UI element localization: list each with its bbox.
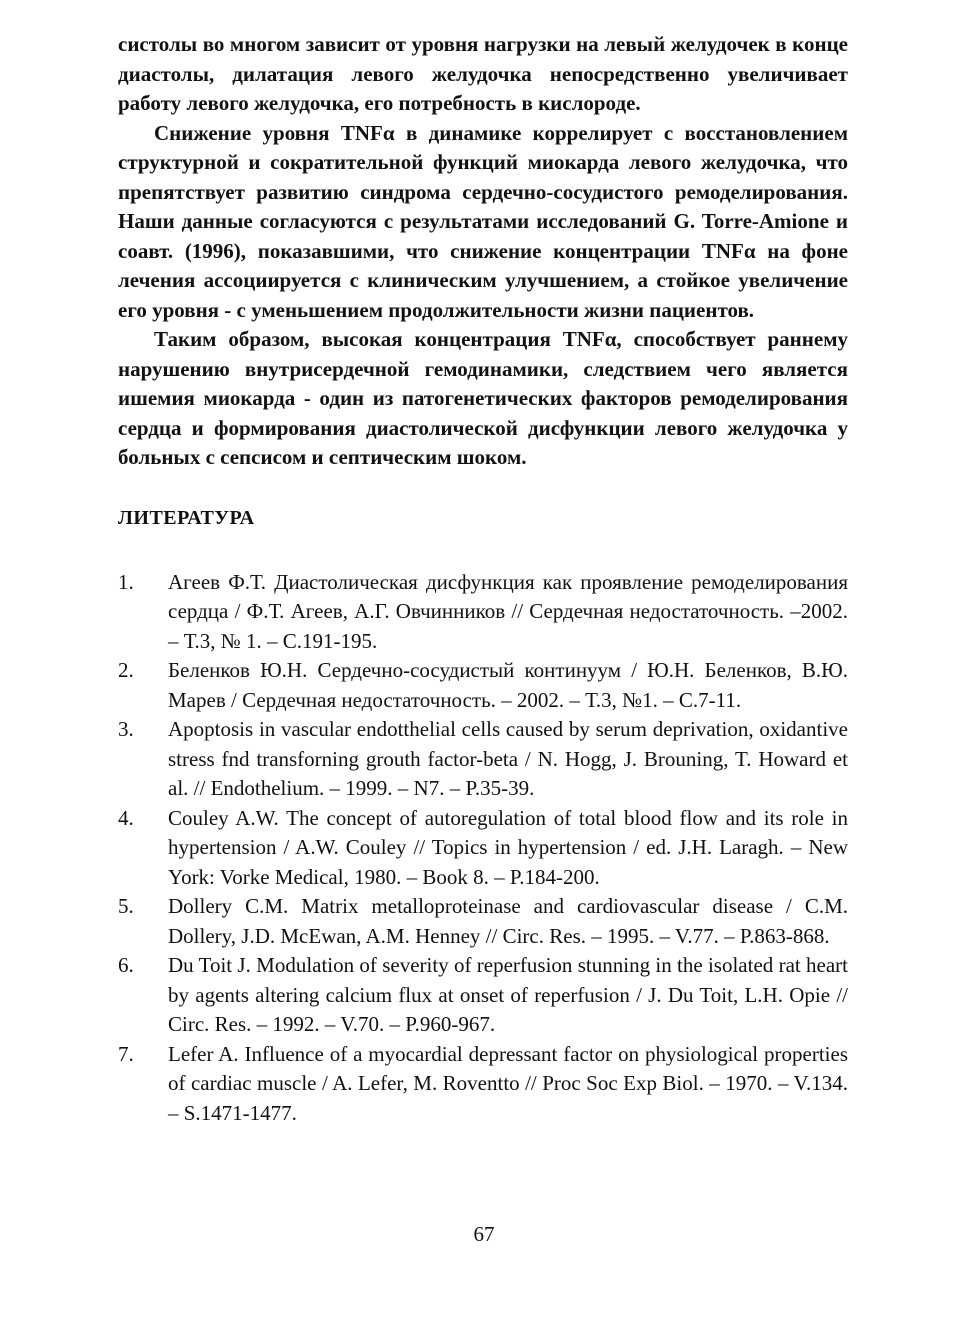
- page-number: 67: [473, 1222, 495, 1246]
- body-paragraph-1: систолы во многом зависит от уровня нагрузки на левый желудочек в конце диастолы, дилатация левого желудочка непосредственно увеличивает работу левого желудочка, его потребность в кислороде.: [118, 32, 848, 115]
- reference-item-2: [118, 656, 848, 715]
- reference-number: 7.: [118, 1041, 134, 1066]
- reference-item-3: [118, 715, 848, 804]
- reference-item-4: [118, 804, 848, 893]
- reference-text: Dollery C.M. Matrix metalloproteinase and cardiovascular disease / C.M. Dollery, J.D. McEwan, A.M. Henney // Circ. Res. – 1995. – V.77. – P.863-868.: [168, 894, 848, 948]
- reference-number: 5.: [118, 894, 134, 918]
- reference-item-7: [118, 1040, 848, 1129]
- reference-number: 3.: [118, 717, 134, 741]
- body-paragraph-2: Снижение уровня TNFα в динамике коррелирует с восстановлением структурной и сократительной функций миокарда левого желудочка, что препятствует развитию синдрома сердечно-сосудистого ремоделирования. Наши данные согласуются с результатами исследований G. Torre-Amione и соавт. (1996), показавшими, что снижение концентрации TNFα на фоне лечения ассоциируется с клиническим улучшением, а стойкое увеличение его уровня - с уменьшением продолжительности жизни пациентов.: [118, 120, 848, 322]
- references-heading: ЛИТЕРАТУРА: [118, 506, 255, 529]
- reference-text: Беленков Ю.Н. Сердечно-сосудистый континуум / Ю.Н. Беленков, В.Ю. Марев / Сердечная недостаточность. – 2002. – Т.3, №1. – С.7-11.: [168, 658, 848, 712]
- reference-item-6: [118, 951, 848, 1040]
- document-page: [118, 30, 848, 1128]
- reference-text: Du Toit J. Modulation of severity of reperfusion stunning in the isolated rat heart by agents altering calcium flux at onset of reperfusion / J. Du Toit, L.H. Opie // Circ. Res. – 1992. – V.70. – P.960-967.: [168, 953, 848, 1036]
- reference-number: 1.: [118, 569, 134, 594]
- reference-text: Lefer A. Influence of a myocardial depressant factor on physiological properties of cardiac muscle / A. Lefer, M. Roventto // Proc Soc Exp Biol. – 1970. – V.134. – S.1471-1477.: [168, 1041, 848, 1125]
- reference-number: 2.: [118, 658, 134, 682]
- body-paragraph-3: Таким образом, высокая концентрация TNFα, способствует раннему нарушению внутрисердечной гемодинамики, следствием чего является ишемия миокарда - один из патогенетических факторов ремоделирования сердца и формирования диастолической дисфункции левого желудочка у больных с сепсисом и септическим шоком.: [118, 327, 848, 469]
- reference-item-1: [118, 568, 848, 657]
- reference-number: 6.: [118, 953, 134, 977]
- reference-text: Apoptosis in vascular endotthelial cells caused by serum deprivation, oxidantive stress fnd transforning grouth factor-beta / N. Hogg, J. Brouning, T. Howard et al. // Endothelium. – 1999. – N7. – P.35-39.: [168, 717, 848, 800]
- references-list: [118, 568, 848, 1129]
- reference-item-5: [118, 892, 848, 951]
- reference-number: 4.: [118, 805, 134, 830]
- reference-text: Couley A.W. The concept of autoregulation of total blood flow and its role in hypertension / A.W. Couley // Topics in hypertension / ed. J.H. Laragh. – New York: Vorke Medical, 1980. – Book 8. – P.184-200.: [168, 805, 848, 889]
- reference-text: Агеев Ф.Т. Диастолическая дисфункция как проявление ремоделирования сердца / Ф.Т. Агеев, А.Г. Овчинников // Сердечная недостаточность. –2002. – Т.3, № 1. – С.191-195.: [168, 569, 848, 653]
